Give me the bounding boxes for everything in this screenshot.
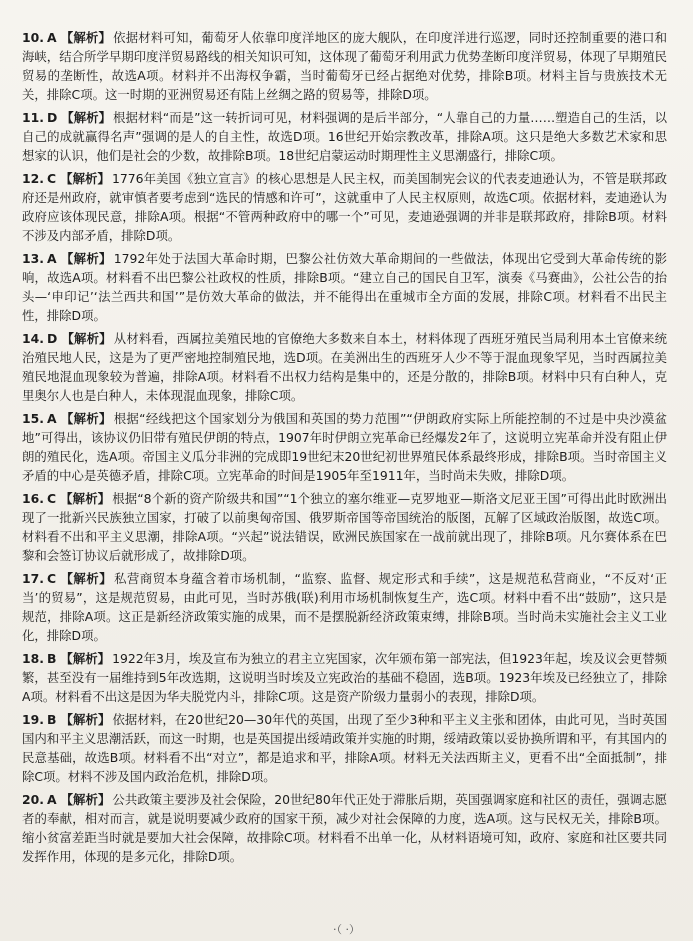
analysis-tag: 【解析】 <box>61 331 112 346</box>
answer-item <box>22 108 667 165</box>
answer-item <box>22 28 667 104</box>
page-footer: ·（ ·） <box>333 923 360 936</box>
analysis-text: 根据“8个新的资产阶级共和国”“1个独立的塞尔维亚—克罗地亚—斯洛文尼亚王国”可得出此时欧洲出现了一批新兴民族独立国家，打破了以前奥匈帝国、俄罗斯帝国等帝国统治的版图，瓦解了区域政治版图，故选C项。材料看不出和平主义思潮，排除A项。“兴起”说法错误，欧洲民族国家在一战前就出现了，排除B项。凡尔赛体系在巴黎和会签订协议后就形成了，故排除D项。 <box>22 491 667 563</box>
analysis-tag: 【解析】 <box>60 651 111 666</box>
question-number: 11. <box>22 110 44 125</box>
question-number: 12. <box>22 171 44 186</box>
answer-letter: A <box>46 30 57 45</box>
answer-letter: D <box>46 331 58 346</box>
question-number: 10. <box>22 30 44 45</box>
analysis-text: 1776年美国《独立宣言》的核心思想是人民主权，而美国制宪会议的代表麦迪逊认为，不管是联邦政府还是州政府，就审慎者要考虑到“选民的情感和许可”，这就重申了人民主权原则，故选C项。依据材料，麦迪逊认为政府应该体现民意，排除A项。根据“不管两种政府中的哪一个”可见，麦迪逊强调的并非是联邦政府，排除B项。材料不涉及内部矛盾，排除D项。 <box>22 171 667 243</box>
analysis-text: 根据材料“而是”这一转折词可见，材料强调的是后半部分，“人靠自己的力量……塑造自己的生活，以自己的成就赢得名声”强调的是人的自主性，故选D项。16世纪开始宗教改革，排除A项。这只是绝大多数艺术家和思想家的认识，他们是社会的少数，故排除B项。18世纪启蒙运动时期理性主义思潮盛行，排除C项。 <box>22 110 667 163</box>
answer-letter: C <box>46 171 57 186</box>
answer-paragraph <box>22 649 667 706</box>
question-number: 17. <box>22 571 44 586</box>
question-number: 18. <box>22 651 44 666</box>
answer-paragraph <box>22 569 667 645</box>
answer-letter: D <box>46 110 58 125</box>
analysis-tag: 【解析】 <box>61 110 112 125</box>
answer-item <box>22 790 667 866</box>
analysis-text: 依据材料可知，葡萄牙人依靠印度洋地区的庞大舰队，在印度洋进行巡逻，同时还控制重要的港口和海峡，结合所学早期印度洋贸易路线的相关知识可知，这体现了葡萄牙利用武力优势垄断印度洋贸易，体现了早期殖民贸易的垄断性，故选A项。材料并不出海权争霸，当时葡萄牙已经占据绝对优势，排除B项。材料主旨与贵族技术无关，排除C项。这一时期的亚洲贸易还有陆上丝绸之路的贸易等，排除D项。 <box>22 30 668 102</box>
answer-letter: C <box>46 571 57 586</box>
answer-item <box>22 710 667 786</box>
analysis-tag: 【解析】 <box>60 251 112 266</box>
answer-paragraph <box>22 489 667 565</box>
answer-paragraph <box>22 28 667 104</box>
analysis-text: 公共政策主要涉及社会保险，20世纪80年代正处于滞胀后期，英国强调家庭和社区的责任，强调志愿者的奉献，相对而言，就是说明要减少政府的国家干预，减少对社会保障的力度，选A项。这与民权无关，排除B项。缩小贫富差距当时就是要加大社会保障，故排除C项。材料看不出单一化，从材料语境可知，政府、家庭和社区要共同发挥作用，体现的是多元化，排除D项。 <box>22 792 667 864</box>
analysis-text: 私营商贸本身蕴含着市场机制，“监察、监督、规定形式和手续”，这是规范私营商业，“不反对‘正当’的贸易”，这是规范贸易，由此可见，当时苏俄(联)利用市场机制恢复生产，选C项。材料中看不出“鼓励”，这只是规范，排除A项。这正是新经济政策实施的成果，而不是摆脱新经济政策束缚，排除B项。当时尚未实施社会主义工业化，排除D项。 <box>22 571 667 643</box>
answer-item <box>22 489 667 565</box>
answer-letter: B <box>46 651 57 666</box>
answer-letter: A <box>46 251 57 266</box>
question-number: 13. <box>22 251 44 266</box>
analysis-tag: 【解析】 <box>60 171 110 186</box>
answer-paragraph <box>22 329 667 405</box>
answer-paragraph <box>22 409 667 485</box>
answer-letter: A <box>46 411 57 426</box>
answer-item <box>22 569 667 645</box>
analysis-text: 根据“经线把这个国家划分为俄国和英国的势力范围”“伊朗政府实际上所能控制的不过是中央沙漠盆地”可得出，该协议仍旧带有殖民伊朗的特点，1907年时伊朗立宪革命已经爆发2年了，这说明立宪革命并没有阻止伊朗的殖民化，选A项。帝国主义瓜分非洲的完成即19世纪末20世纪初世界殖民体系最终形成，排除B项。当时帝国主义矛盾的中心是英德矛盾，排除C项。立宪革命的时间是1905年至1911年，当时尚未失败，排除D项。 <box>22 411 667 483</box>
answer-item <box>22 329 667 405</box>
analysis-tag: 【解析】 <box>60 712 111 727</box>
answer-paragraph <box>22 710 667 786</box>
answer-paragraph <box>22 249 667 325</box>
answer-paragraph <box>22 169 667 245</box>
question-number: 15. <box>22 411 44 426</box>
answer-item <box>22 649 667 706</box>
analysis-text: 依据材料，在20世纪20—30年代的英国，出现了至少3种和平主义主张和团体，由此可见，当时英国国内和平主义思潮活跃，而这一时期，也是英国提出绥靖政策并实施的时期，绥靖政策以妥协换所谓和平，有其国内的民意基础，故选B项。材料看不出“对立”，都是追求和平，排除A项。材料无关法西斯主义，更看不出“全面抵制”，排除C项。材料不涉及国内政治危机，排除D项。 <box>22 712 668 784</box>
analysis-tag: 【解析】 <box>60 571 113 586</box>
answer-letter: B <box>46 712 57 727</box>
question-number: 14. <box>22 331 44 346</box>
analysis-tag: 【解析】 <box>60 411 112 426</box>
answer-item <box>22 409 667 485</box>
analysis-tag: 【解析】 <box>60 792 111 807</box>
analysis-text: 1922年3月，埃及宣布为独立的君主立宪国家，次年颁布第一部宪法，但1923年起，埃及议会更替频繁，甚至没有一届维持到5年改选期，这说明当时埃及立宪政治的基础不稳固，选B项。1923年埃及已经独立了，排除A项。材料看不出这是因为华夫脱党内斗，排除C项。这是资产阶级力量弱小的表现，排除D项。 <box>22 651 667 704</box>
answer-letter: A <box>46 792 57 807</box>
answer-item <box>22 249 667 325</box>
analysis-text: 从材料看，西属拉美殖民地的官僚绝大多数来自本土，材料体现了西班牙殖民当局利用本土官僚来统治殖民地人民，这是为了更严密地控制殖民地，选D项。在美洲出生的西班牙人少不等于混血现象罕见，当时西属拉美殖民地混血现象较为普遍，排除A项。材料看不出权力结构是集中的，还是分散的，排除B项。材料中只有白种人，克里奥尔人也是白种人，未体现混血现象，排除C项。 <box>22 331 667 403</box>
answer-paragraph <box>22 790 667 866</box>
analysis-tag: 【解析】 <box>60 30 112 45</box>
question-number: 20. <box>22 792 44 807</box>
question-number: 16. <box>22 491 44 506</box>
answer-paragraph <box>22 108 667 165</box>
answer-item <box>22 169 667 245</box>
answer-list <box>22 28 667 866</box>
analysis-tag: 【解析】 <box>60 491 111 506</box>
answer-letter: C <box>46 491 57 506</box>
question-number: 19. <box>22 712 44 727</box>
analysis-text: 1792年处于法国大革命时期，巴黎公社仿效大革命期间的一些做法，体现出它受到大革命传统的影响，故选A项。材料看不出巴黎公社政权的性质，排除B项。“建立自己的国民自卫军，演奏《马赛曲》，公社公告的抬头—‘申印记’‘法兰西共和国’”是仿效大革命的做法，并不能得出在重城市全方面的发展，排除C项。材料看不出民主性，排除D项。 <box>22 251 667 323</box>
